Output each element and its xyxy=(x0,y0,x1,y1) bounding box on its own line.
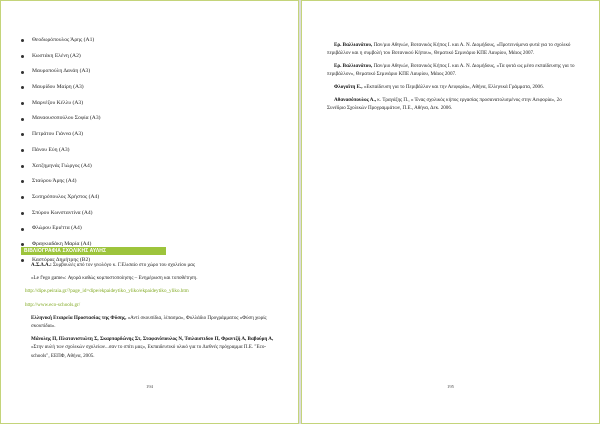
bullet-icon xyxy=(21,118,24,121)
list-item: Καστόρας Δημήτρης (Β2) xyxy=(21,253,101,269)
bibliography-list xyxy=(25,261,280,365)
list-item: Μαρνέζου Κέλλυ (Α3) xyxy=(21,96,101,112)
list-item: Μαυροπούλη Δανάη (Α3) xyxy=(21,64,101,80)
bullet-icon xyxy=(21,212,24,215)
right-page xyxy=(301,0,600,424)
bullet-icon xyxy=(21,86,24,89)
list-item: Μαυρίδου Μαίρη (Α3) xyxy=(21,80,101,96)
reference-item: Α.Σ.Δ.Α.: Συμβουλές από τον γεωλόγο κ. Γ.Ελισαίο στο χώρο του σχολείου μας xyxy=(31,262,195,268)
bullet-icon xyxy=(21,133,24,136)
bullet-icon xyxy=(21,149,24,152)
dipe-link[interactable]: http://dipe.peiraia.gr/?page_id=dipe/ekpaideytiko_yliko/ekpaideytiko_yliko.htm xyxy=(25,288,189,295)
bibliography-list xyxy=(327,41,579,117)
bullet-icon xyxy=(21,71,24,74)
list-item: Σταύρου Άρης (Α4) xyxy=(21,174,101,190)
reference-item: Αθανασόπουλος Α., κ. Τραγάζης Π., « Ένας σχολικός κήπος εργασίας προσανατολισμένος στην Αειφορία», 2ο Συνέδριο Σχολικών Προγραμμάτων, Π.Ε., Αθήνα, Δεκ. 2006. xyxy=(327,96,562,112)
bullet-icon xyxy=(21,228,24,231)
reference-item: Μάνολης Π, Πλατανιστιώτη Σ, Σκαρπαρδώνης Στ, Σταφανόπουλος Ν, Τσιλαιστιδου Π, Φραντζή Α, Βαβούρη Α, «Στην αυλή των σχολικών σχολείων...σαν το σπίτι μας», Εκπαιδευτικό υλικό για το Διεθνές πρόγραμμα Π.Ε. "Eco-schools", ΕΕΠΦ, Αθήνα, 2005. xyxy=(31,336,274,359)
bullet-icon xyxy=(21,196,24,199)
reference-item: «Le f'ego game»: Αγορά καθώς κομποστοποίησης – Ενημέρωση και τοποθέτηση. xyxy=(31,275,198,282)
list-item: Πετράτου Γιάννα (Α3) xyxy=(21,127,101,143)
list-item: Σωτηρόπουλος Χρήστος (Α4) xyxy=(21,190,101,206)
bullet-icon xyxy=(21,55,24,58)
list-item: Φλώρου Εριέττα (Α4) xyxy=(21,221,101,237)
left-page xyxy=(0,0,299,424)
reference-link xyxy=(25,287,280,295)
participants-list xyxy=(21,33,101,268)
list-item: Σπύρου Κωνσταντίνα (Α4) xyxy=(21,206,101,222)
reference-item: Ερ. Βαλλιανάτου, Παν/μιο Αθηνών, Βοτανικός Κήπος Ι. και Α. Ν. Διομήδους, «Προτεινόμενα φυτά για το σχολικό περιβάλλον και η συμβολή του Βοτανικού Κήπου», Θεματικό Σεμινάριο ΚΠΕ Λαυρίου, Μάιος 2007. xyxy=(327,42,571,57)
bullet-icon xyxy=(21,259,24,262)
page-number: 194 xyxy=(146,384,153,389)
bullet-icon xyxy=(21,180,24,183)
reference-item: Φλογαϊτη Ε., «Εκπαίδευση για το Περιβάλλον και την Αειφορία», Αθήνα, Ελληνικά Γράμματα, 2006. xyxy=(334,84,544,91)
bullet-icon xyxy=(21,102,24,105)
bibliography-heading: ΒΙΒΛΙΟΓΡΑΦΙΑ ΣΧΟΛΙΚΗΣ ΑΥΛΗΣ xyxy=(21,247,166,255)
reference-link xyxy=(25,301,280,309)
page-number: 195 xyxy=(447,384,454,389)
reference-item: Ελληνική Εταιρεία Προστασίας της Φύσης, «Αντί σκουπίδια, λίπασμα», Φυλλάδιο Προγράμματος «Φύση χωρίς σκουπίδια». xyxy=(31,314,267,330)
list-item: Μαναουσοπούλου Σοφία (Α3) xyxy=(21,111,101,127)
list-item: Θεοδωρόπουλος Άρης (Α1) xyxy=(21,33,101,49)
bullet-icon xyxy=(21,243,24,246)
bullet-icon xyxy=(21,165,24,168)
list-item: Κωστάκη Ελένη (Α2) xyxy=(21,49,101,65)
eco-schools-link[interactable]: http://www.eco-schools.gr/ xyxy=(25,301,81,308)
bullet-icon xyxy=(21,39,24,42)
list-item: Φραγκιαδάκη Μαρία (Α4) xyxy=(21,237,101,253)
list-item: Χατζημηνάς Γιώργος (Α4) xyxy=(21,159,101,175)
list-item: Πάνου Εύη (Α3) xyxy=(21,143,101,159)
reference-item: Ερ. Βαλλιανάτου, Παν/μιο Αθηνών, Βοτανικός Κήπος Ι. και Α. Ν. Διομήδους, «Τα φυτά ως μέσο εκπαίδευσης για το περιβάλλον», Θεματικό Σεμινάριο ΚΠΕ Λαυρίου, Μάιος 2007. xyxy=(327,63,575,78)
